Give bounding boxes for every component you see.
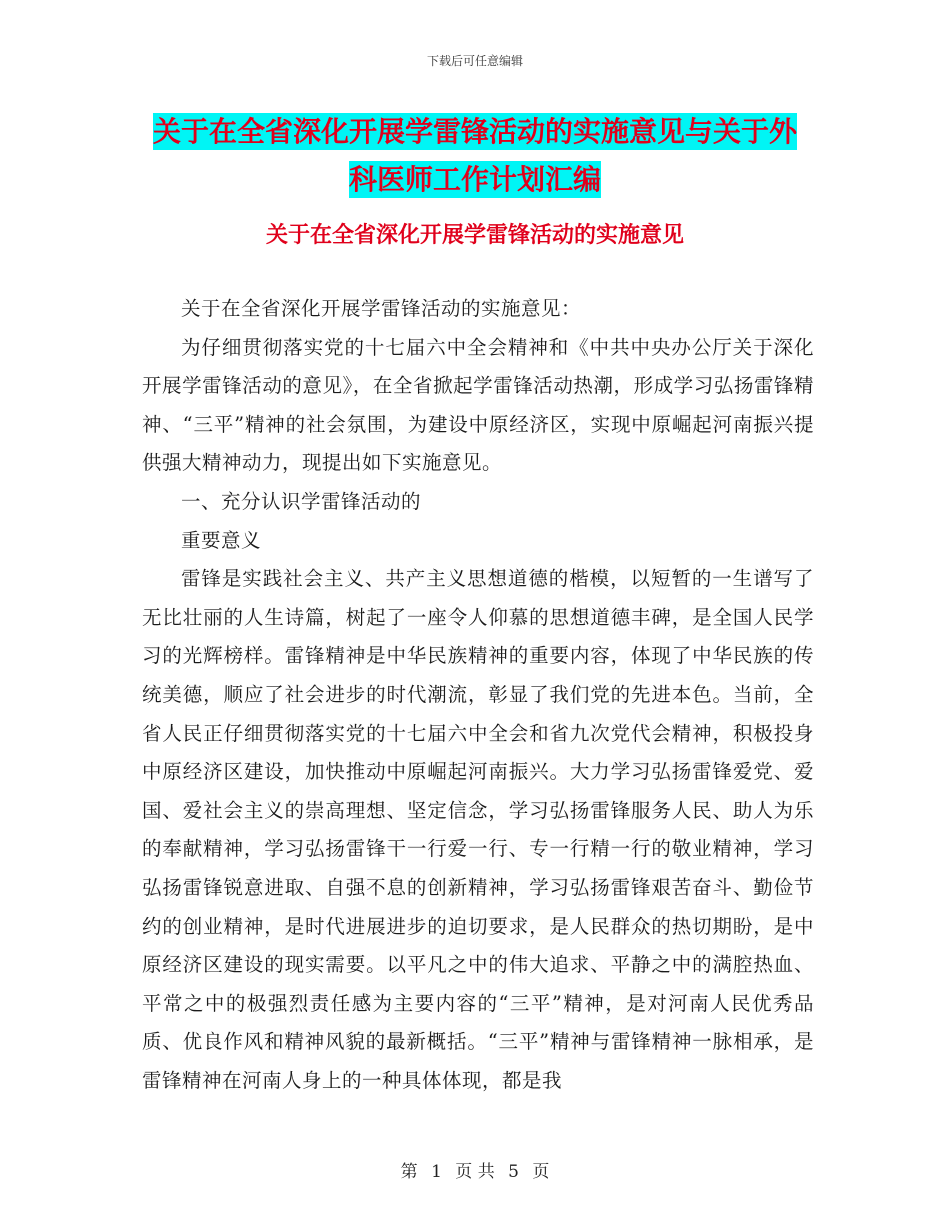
footer-prefix: 第	[400, 1162, 418, 1182]
footer-middle: 页 共	[455, 1162, 495, 1182]
paragraph-salutation: 关于在全省深化开展学雷锋活动的实施意见：	[181, 297, 582, 320]
current-page-number: 1	[431, 1162, 442, 1182]
main-title-line-2: 科医师工作计划汇编	[348, 163, 601, 196]
section-title: 关于在全省深化开展学雷锋活动的实施意见	[265, 223, 684, 248]
document-main-title	[140, 108, 810, 204]
paragraph-intro: 为仔细贯彻落实党的十七届六中全会精神和《中共中央办公厅关于深化开展学雷锋活动的意见》，在全省掀起学雷锋活动热潮，形成学习弘扬雷锋精神、“三平”精神的社会氛围，为建设中原经济区，实现中原崛起河南振兴提供强大精神动力，现提出如下实施意见。	[142, 335, 814, 475]
heading-section-one-cont: 重要意义	[181, 528, 262, 552]
total-page-count: 5	[508, 1162, 519, 1182]
header-note: 下载后可任意编辑	[426, 54, 523, 68]
page-footer	[0, 1157, 950, 1182]
main-title-line-1: 关于在全省深化开展学雷锋活动的实施意见与关于外	[152, 115, 797, 148]
footer-suffix: 页	[532, 1162, 550, 1182]
document-body	[142, 290, 814, 1100]
paragraph-significance: 雷锋是实践社会主义、共产主义思想道德的楷模，以短暂的一生谱写了无比壮丽的人生诗篇，树起了一座令人仰慕的思想道德丰碑，是全国人民学习的光辉榜样。雷锋精神是中华民族精神的重要内容，体现了中华民族的传统美德，顺应了社会进步的时代潮流，彰显了我们党的先进本色。当前，全省人民正仔细贯彻落实党的十七届六中全会和省九次党代会精神，积极投身中原经济区建设，加快推动中原崛起河南振兴。大力学习弘扬雷锋爱党、爱国、爱社会主义的崇高理想、坚定信念，学习弘扬雷锋服务人民、助人为乐的奉献精神，学习弘扬雷锋干一行爱一行、专一行精一行的敬业精神，学习弘扬雷锋锐意进取、自强不息的创新精神，学习弘扬雷锋艰苦奋斗、勤俭节约的创业精神，是时代进展进步的迫切要求，是人民群众的热切期盼，是中原经济区建设的现实需要。以平凡之中的伟大追求、平静之中的满腔热血、平常之中的极强烈责任感为主要内容的“三平”精神，是对河南人民优秀品质、优良作风和精神风貌的最新概括。“三平”精神与雷锋精神一脉相承，是雷锋精神在河南人身上的一种具体体现，都是我	[142, 567, 814, 1092]
heading-section-one: 一、充分认识学雷锋活动的	[181, 489, 422, 513]
